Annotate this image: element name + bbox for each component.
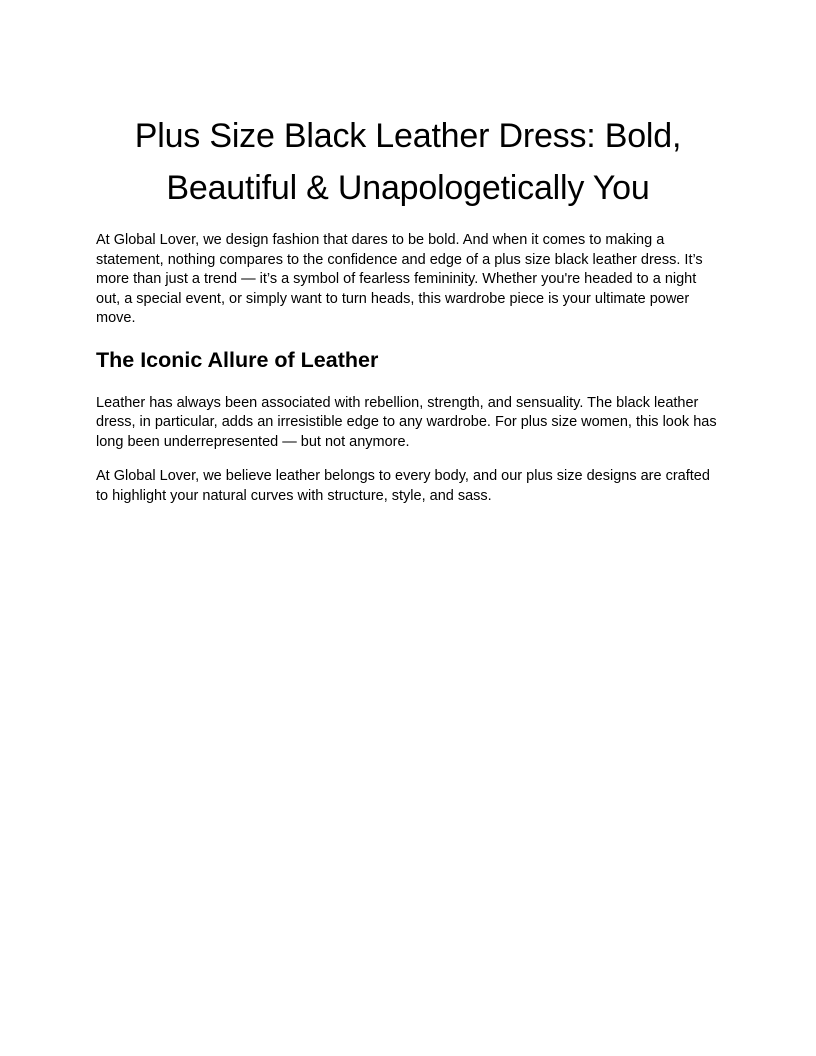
document-page	[96, 110, 720, 506]
intro-paragraph: At Global Lover, we design fashion that dares to be bold. And when it comes to making a statement, nothing compares to the confidence and edge of a plus size black leather dress. It’s more than just a trend — it’s a symbol of fearless femininity. Whether you're headed to a night out, a special event, or simply want to turn heads, this wardrobe piece is your ultimate power move.	[96, 232, 703, 326]
section-paragraph: Leather has always been associated with rebellion, strength, and sensuality. The black leather dress, in particular, adds an irresistible edge to any wardrobe. For plus size women, this look has long been underrepresented — but not anymore.	[96, 394, 717, 450]
section-paragraph: At Global Lover, we believe leather belongs to every body, and our plus size designs are crafted to highlight your natural curves with structure, style, and sass.	[96, 468, 710, 504]
document-title: Plus Size Black Leather Dress: Bold, Beautiful & Unapologetically You	[134, 117, 682, 207]
section-heading: The Iconic Allure of Leather	[96, 347, 379, 372]
